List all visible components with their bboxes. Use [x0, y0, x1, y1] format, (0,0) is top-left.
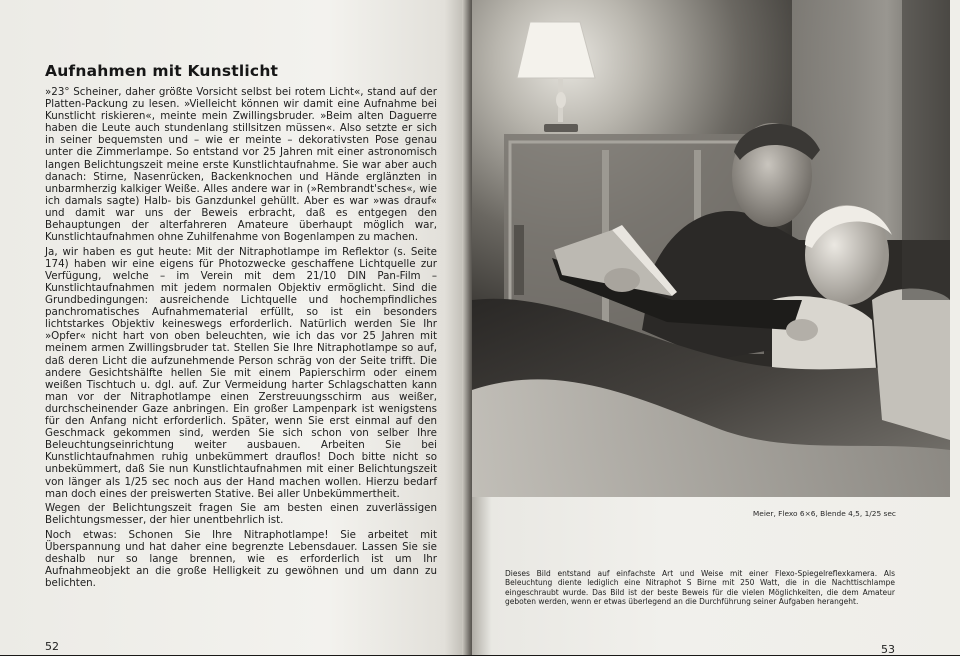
- body-text: [45, 86, 437, 592]
- photograph-father-son-reading: [472, 0, 950, 497]
- paragraph-2: Ja, wir haben es gut heute: Mit der Nitraphotlampe im Reflektor (s. Seite 174) haben wir eine eigens für Photozwecke geschaffene Lichtquelle zur Verfügung, welche – im Verein mit dem 21/10 DIN Pan-Film – Kunstlichtaufnahmen mit jedem normalen Objektiv ermöglicht. Sind die Grundbedingungen: ausreichende Lichtquelle und hochempfindliches panchromatisches Aufnahmematerial erfüllt, so ist ein besonders lichtstarkes Objektiv keineswegs erforderlich. Natürlich werden Sie Ihr »Opfer« nicht hart von oben beleuchten, wie ich das vor 25 Jahren mit meinem armen Zwillingsbruder tat. Stellen Sie Ihre Nitraphotlampe so auf, daß deren Licht die aufzunehmende Person schräg von der Seite trifft. Die andere Gesichtshälfte hellen Sie mit einem Papierschirm oder einem weißen Tischtuch u. dgl. auf. Zur Vermeidung harter Schlagschatten kann man vor der Nitraphotlampe einen Zerstreuungsschirm aus weißer, durchscheinender Gaze anbringen. Ein großer Lampenpark ist wenigstens für den Anfang nicht erforderlich. Später, wenn Sie erst einmal auf den Geschmack gekommen sind, werden Sie sich schon von selber Ihre Beleuchtungseinrichtung weiter ausbauen. Arbeiten Sie bei Kunstlichtaufnahmen ruhig unbekümmert drauflos! Doch bitte nicht so unbekümmert, daß Sie nun Kunstlichtaufnahmen mit einer Belichtungszeit von länger als 1/25 sec noch aus der Hand machen wollen. Hierzu bedarf man doch eines der preiswerten Stative. Bei aller Unbekümmertheit.: [45, 245, 437, 500]
- paragraph-3: Wegen der Belichtungszeit fragen Sie am besten einen zuverlässigen Belichtungsmesser, der hier unentbehrlich ist.: [45, 502, 437, 527]
- paragraph-4: Noch etwas: Schonen Sie Ihre Nitraphotlampe! Sie arbeitet mit Überspannung und hat daher eine begrenzte Lebensdauer. Lassen Sie sie deshalb nur so lange brennen, wie es erforderlich ist um Ihr Aufnahmeobjekt an die große Helligkeit zu gewöhnen und um dann zu belichten.: [45, 528, 437, 590]
- page-number-left: 52: [45, 640, 59, 653]
- photo-illustration: [472, 0, 950, 497]
- page-title: Aufnahmen mit Kunstlicht: [45, 62, 279, 80]
- page-number-right: 53: [881, 643, 895, 656]
- photo-caption: Dieses Bild entstand auf einfachste Art und Weise mit einer Flexo-Spiegelreflexkamera. Als Beleuchtung diente lediglich eine Nitraphot S Birne mit 250 Watt, die in die Nachttischlampe eingeschraubt wurde. Das Bild ist der beste Beweis für die vielen Möglichkeiten, die dem Amateur geboten werden, wenn er etwas überlegend an die Durchführung seiner Aufgaben herangeht.: [505, 569, 895, 607]
- paragraph-1: »23° Scheiner, daher größte Vorsicht selbst bei rotem Licht«, stand auf der Platten-Packung zu lesen. »Vielleicht können wir damit eine Aufnahme bei Kunstlicht riskieren«, meinte mein Zwillingsbruder. »Beim alten Daguerre haben die Leute auch stundenlang stillsitzen müssen«. Also setzte er sich in seiner bequemsten und – wie er meinte – dekorativsten Pose genau unter die Zimmerlampe. So entstand vor 25 Jahren mit einer astronomisch langen Belichtungszeit meine erste Kunstlichtaufnahme. Sie war aber auch danach: Stirne, Nasenrücken, Backenknochen und Hände erglänzten in unbarmherzig kalkiger Weiße. Alles andere war in (»Rembrandt'sches«, wie ich damals sagte) Halb- bis Ganzdunkel gehüllt. Aber es war »was drauf« und damit war uns der Beweis erbracht, daß es entgegen den Behauptungen der alterfahreren Amateure überhaupt möglich war, Kunstlichtaufnahmen ohne Zuhilfenahme von Bogenlampen zu machen.: [45, 86, 437, 244]
- photo-credit: Meier, Flexo 6×6, Blende 4,5, 1/25 sec: [752, 509, 896, 518]
- left-page: [0, 0, 468, 655]
